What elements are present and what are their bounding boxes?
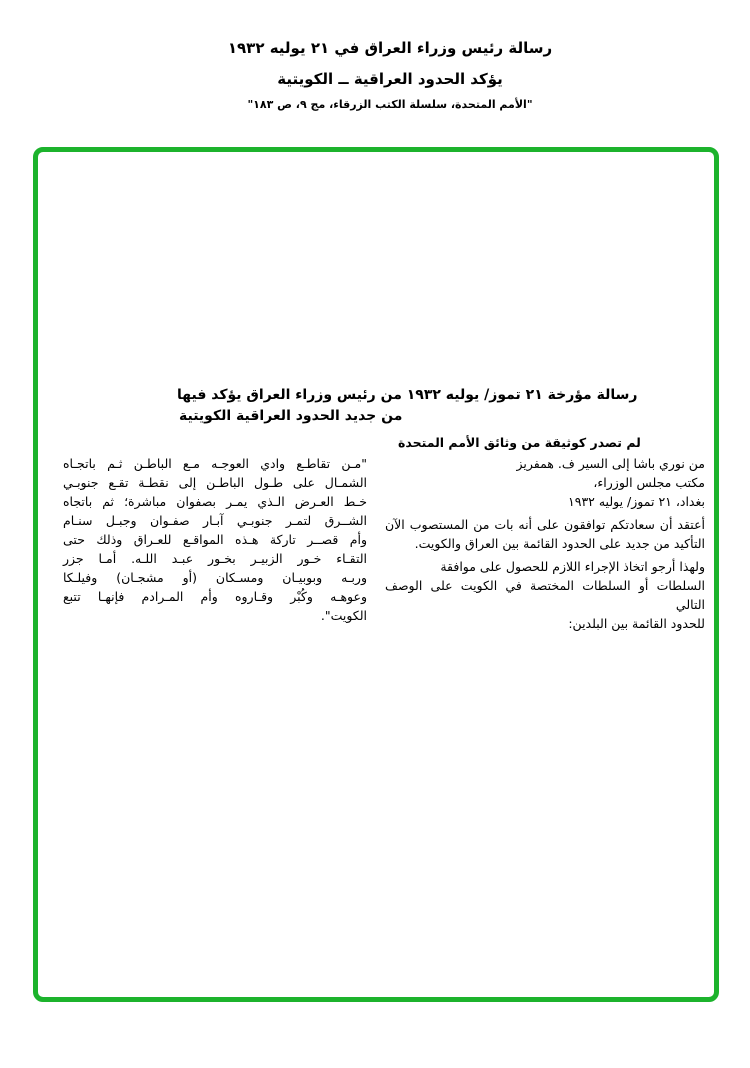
letter-paragraph-line: السلطات أو السلطات المختصة في الكويت على الوصف التالي	[385, 578, 705, 612]
letter-body-column	[385, 454, 705, 633]
boundary-description-line: وأم قصــر تاركة هـذه المواقـع للعـراق وذلك حتى	[63, 532, 367, 547]
letter-paragraph-line: أعتقد أن سعادتكم توافقون على أنه بات من المستصوب الآن	[385, 517, 705, 532]
letter-paragraph-1	[385, 515, 705, 553]
letter-subheading: لم تصدر كوثيقة من وثائق الأمم المتحدة	[398, 435, 641, 450]
letter-heading-line-2: من جديد الحدود العراقية الكويتية	[179, 408, 403, 424]
boundary-description-line: خـط العـرض الـذي يمـر بصفوان مباشرة؛ ثم باتجاه	[63, 494, 367, 509]
boundary-description-line: "مـن تقاطـع وادي العوجـه مـع الباطـن ثـم باتجـاه	[63, 456, 367, 471]
scanned-document-frame	[33, 147, 719, 1002]
boundary-description-line: التقـاء خـور الزبيـر بخـور عبـد اللـه. أمـا جزر	[63, 551, 367, 566]
boundary-description-line: وعوهـه وكُبْر وقـاروه وأم المـرادم فإنهـا تتبع	[63, 589, 367, 604]
letter-from-line: من نوري باشا إلى السير ف. همفريز	[516, 456, 705, 471]
page-header	[30, 40, 750, 111]
letter-heading-line-1: رسالة مؤرخة ٢١ تموز/ يوليه ١٩٣٢ من رئيس وزراء العراق يؤكد فيها	[177, 387, 638, 403]
boundary-description-line: وربـه وبوبيـان ومسـكان (أو مشجـان) وفيلـكا	[63, 570, 367, 585]
letter-paragraph-line: التأكيد من جديد على الحدود القائمة بين العراق والكويت.	[414, 536, 705, 551]
letter-date-line: بغداد، ٢١ تموز/ يوليه ١٩٣٢	[568, 494, 705, 509]
boundary-description-line: الشــرق لتمـر جنوبـي آبـار صفـوان وجبـل سنـام	[63, 513, 367, 528]
letter-paragraph-2	[385, 557, 705, 633]
letter-office-line: مكتب مجلس الوزراء،	[593, 475, 705, 490]
header-title-line-1: رسالة رئيس وزراء العراق في ٢١ يوليه ١٩٣٢	[227, 39, 553, 57]
header-title-line-2: يؤكد الحدود العراقية ــ الكويتية	[277, 70, 503, 88]
boundary-description-line: الشمـال على طـول الباطـن إلى نقطـة تقـع جنوبـي	[63, 475, 367, 490]
letter-paragraph-line: للحدود القائمة بين البلدين:	[568, 616, 705, 631]
header-source-citation: "الأمم المتحدة، سلسلة الكتب الزرقاء، مج ٩، ص ١٨٣"	[247, 98, 533, 111]
letter-paragraph-line: ولهذا أرجو اتخاذ الإجراء اللازم للحصول على موافقة	[440, 559, 705, 574]
boundary-description-line: الكويت".	[320, 608, 367, 623]
boundary-description-column	[63, 454, 367, 625]
